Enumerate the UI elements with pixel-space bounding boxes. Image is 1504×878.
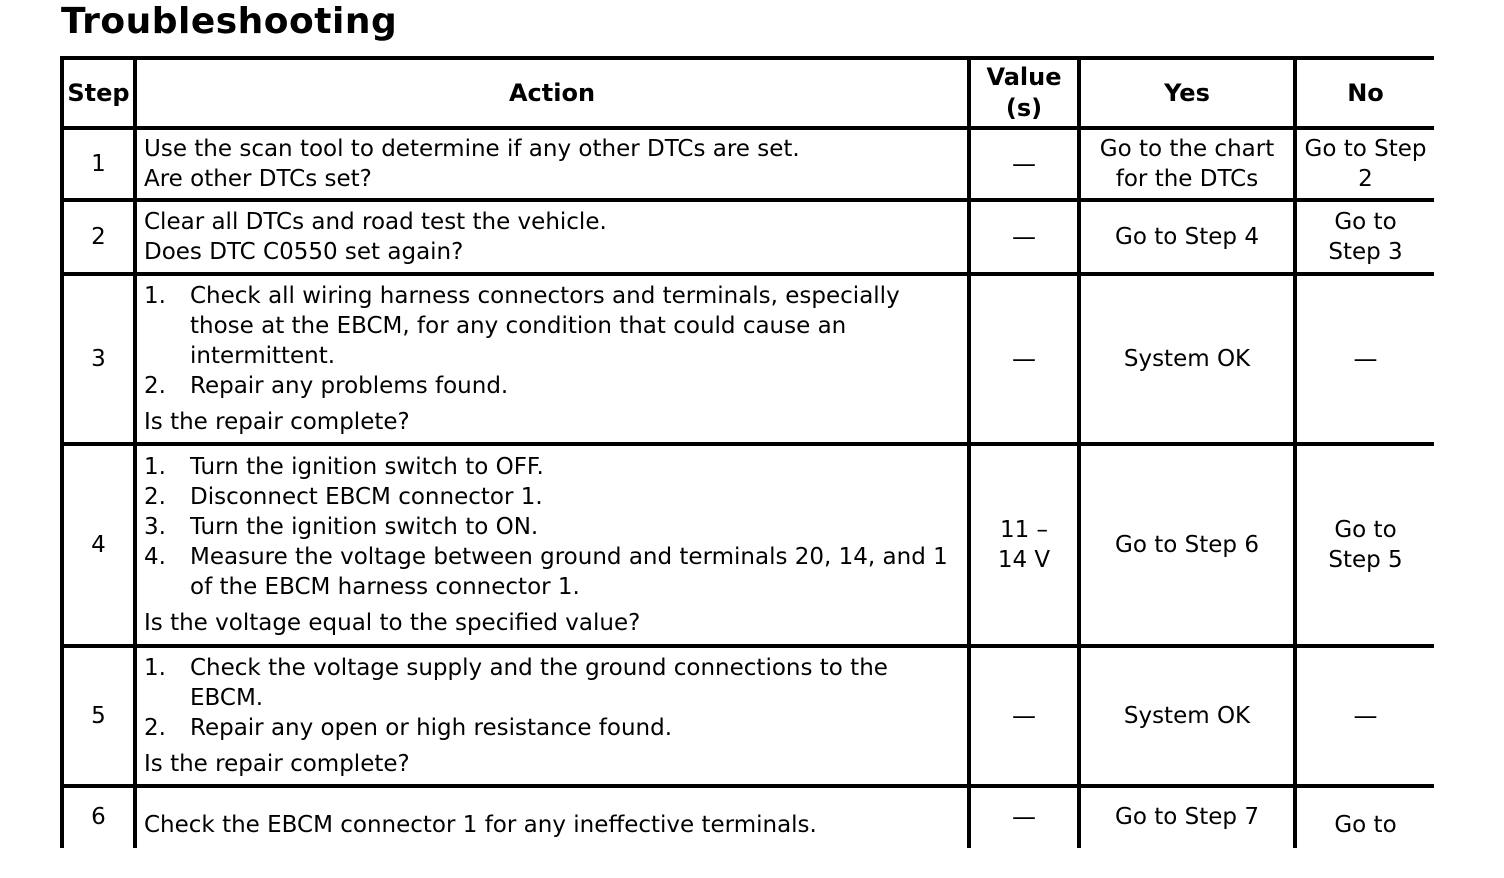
step-number: 5 xyxy=(62,646,135,786)
no-cell: — xyxy=(1295,274,1434,444)
value-cell: — xyxy=(969,200,1079,274)
action-list-item xyxy=(144,713,961,743)
action-question: Are other DTCs set? xyxy=(144,166,372,192)
page-title: Troubleshooting xyxy=(61,1,398,42)
action-cell xyxy=(135,274,969,444)
table-row xyxy=(62,444,1434,646)
list-item-text: Measure the voltage between ground and terminals 20, 14, and 1 of the EBCM harness connector 1. xyxy=(190,544,948,600)
list-item-text: Repair any open or high resistance found. xyxy=(190,715,673,741)
value-cell: — xyxy=(969,128,1079,200)
no-cell: Go to Step 3 xyxy=(1295,200,1434,274)
list-item-number: 2. xyxy=(144,373,166,399)
action-list-item xyxy=(144,542,961,602)
header-value-line2: (s) xyxy=(1005,94,1043,122)
header-value-line1: Value xyxy=(986,63,1062,91)
yes-cell: System OK xyxy=(1079,646,1295,786)
header-value xyxy=(969,58,1079,128)
header-yes: Yes xyxy=(1079,58,1295,128)
list-item-number: 4. xyxy=(144,544,166,570)
step-number: 2 xyxy=(62,200,135,274)
step-number: 3 xyxy=(62,274,135,444)
yes-cell: Go to Step 7 xyxy=(1079,786,1295,848)
value-cell: — xyxy=(969,274,1079,444)
action-list-item xyxy=(144,512,961,542)
action-list-item xyxy=(144,371,961,401)
yes-cell: Go to the chart for the DTCs xyxy=(1079,128,1295,200)
table-row xyxy=(62,200,1434,274)
troubleshooting-table-frame xyxy=(60,56,1434,848)
yes-cell: Go to Step 4 xyxy=(1079,200,1295,274)
action-text: Check the EBCM connector 1 for any ineffective terminals. xyxy=(144,812,817,838)
troubleshooting-table xyxy=(60,56,1434,848)
action-list-item xyxy=(144,482,961,512)
action-list-item xyxy=(144,452,961,482)
action-cell xyxy=(135,646,969,786)
list-item-text: Check the voltage supply and the ground connections to the EBCM. xyxy=(190,655,888,711)
action-cell xyxy=(135,444,969,646)
step-number: 4 xyxy=(62,444,135,646)
list-item-number: 1. xyxy=(144,655,166,681)
table-row xyxy=(62,274,1434,444)
action-list-item xyxy=(144,653,961,713)
header-no: No xyxy=(1295,58,1434,128)
action-question: Is the repair complete? xyxy=(144,751,410,777)
action-cell xyxy=(135,128,969,200)
action-cell xyxy=(135,200,969,274)
list-item-number: 1. xyxy=(144,283,166,309)
list-item-text: Turn the ignition switch to OFF. xyxy=(190,454,544,480)
action-text: Use the scan tool to determine if any other DTCs are set. xyxy=(144,136,800,162)
list-item-number: 2. xyxy=(144,484,166,510)
list-item-number: 2. xyxy=(144,715,166,741)
action-cell xyxy=(135,786,969,848)
table-row xyxy=(62,128,1434,200)
header-action: Action xyxy=(135,58,969,128)
value-cell: 11 – 14 V xyxy=(969,444,1079,646)
action-question: Does DTC C0550 set again? xyxy=(144,239,464,265)
list-item-number: 3. xyxy=(144,514,166,540)
table-row xyxy=(62,786,1434,848)
list-item-text: Check all wiring harness connectors and terminals, especially those at the EBCM, for any condition that could cause an intermittent. xyxy=(190,283,900,369)
no-cell: — xyxy=(1295,646,1434,786)
no-cell: Go to Step 2 xyxy=(1295,128,1434,200)
table-header-row xyxy=(62,58,1434,128)
yes-cell: System OK xyxy=(1079,274,1295,444)
action-text: Clear all DTCs and road test the vehicle. xyxy=(144,209,607,235)
value-cell: — xyxy=(969,646,1079,786)
step-number: 1 xyxy=(62,128,135,200)
list-item-text: Disconnect EBCM connector 1. xyxy=(190,484,543,510)
value-cell: — xyxy=(969,786,1079,848)
list-item-text: Repair any problems found. xyxy=(190,373,509,399)
action-question: Is the voltage equal to the specified value? xyxy=(144,610,641,636)
no-cell: Go to xyxy=(1295,786,1434,848)
action-list-item xyxy=(144,281,961,371)
action-question: Is the repair complete? xyxy=(144,409,410,435)
no-cell: Go to Step 5 xyxy=(1295,444,1434,646)
header-step: Step xyxy=(62,58,135,128)
list-item-text: Turn the ignition switch to ON. xyxy=(190,514,539,540)
step-number: 6 xyxy=(62,786,135,848)
table-row xyxy=(62,646,1434,786)
list-item-number: 1. xyxy=(144,454,166,480)
yes-cell: Go to Step 6 xyxy=(1079,444,1295,646)
